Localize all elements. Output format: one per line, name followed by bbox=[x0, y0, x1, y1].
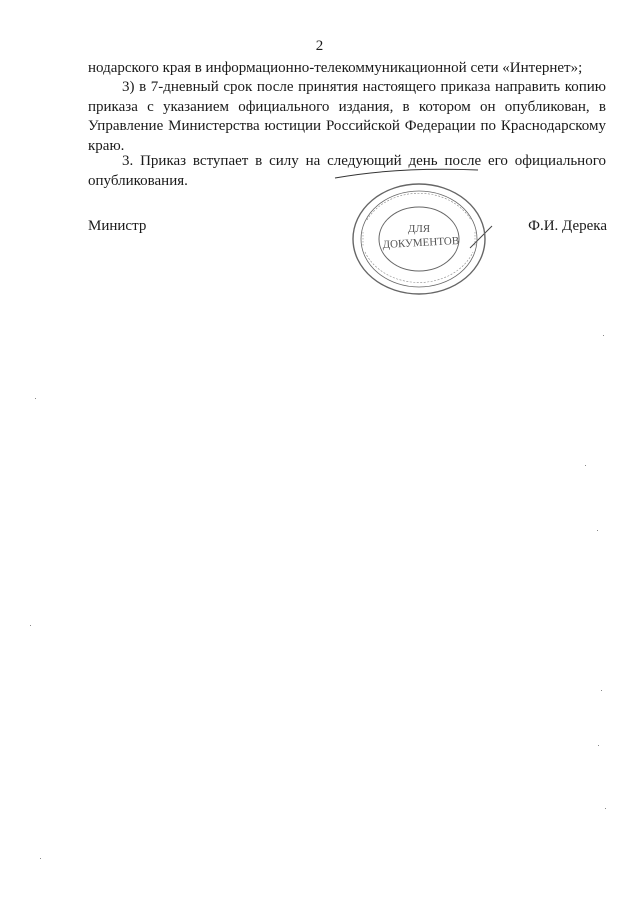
page-number: 2 bbox=[315, 38, 324, 54]
point-3-text: 3. Приказ вступает в силу на следующий день после его официального опубликования. bbox=[88, 153, 606, 189]
paragraph-point-3 bbox=[88, 152, 606, 191]
signature-name: Ф.И. Дерека bbox=[528, 218, 607, 234]
signature-position: Министр bbox=[88, 218, 147, 234]
stamp-center-text-2: ДОКУМЕНТОВ bbox=[382, 235, 460, 252]
paragraph-continuation bbox=[88, 59, 606, 79]
line-continuation: нодарского края в информационно-телекоммуникационной сети «Интернет»; bbox=[88, 60, 583, 76]
stamp-center-text-1: ДЛЯ bbox=[407, 223, 431, 235]
official-seal-stamp bbox=[349, 180, 489, 298]
item-3-text: 3) в 7-дневный срок после принятия настоящего приказа направить копию приказа с указанием официального издания, в котором он опубликован, в Управление Министерства юстиции Российской Федерации по Краснодарскому краю. bbox=[88, 79, 606, 154]
paragraph-item-3 bbox=[88, 78, 606, 156]
